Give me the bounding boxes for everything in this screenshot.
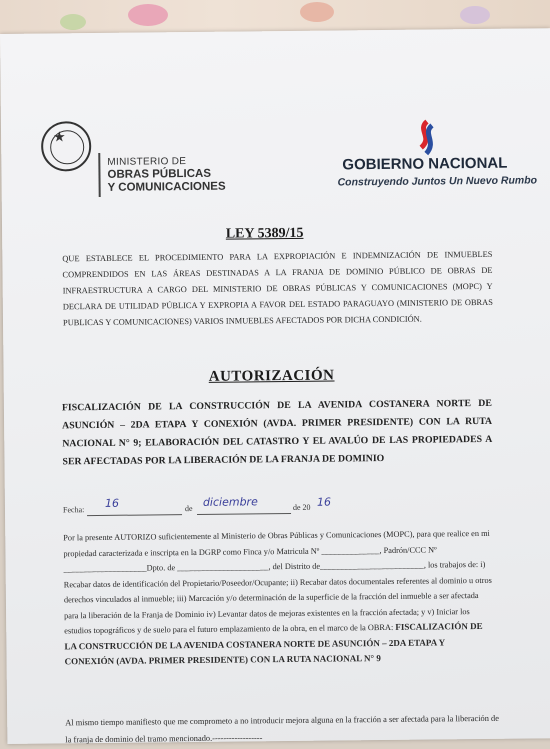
ministry-logo-text — [107, 155, 225, 195]
flower-decoration — [60, 14, 86, 30]
date-connector: de — [184, 504, 193, 514]
coat-of-arms-seal — [41, 121, 92, 172]
law-description: QUE ESTABLECE EL PROCEDIMIENTO PARA LA EXPROPIACIÓN E INDEMNIZACIÓN DE INMUEBLES COMPRENDIDOS EN LAS ÁREAS DESTINADAS A LA FRANJA DE DOMINIO PÚBLICO DE OBRAS DE INFRAESTRUCTURA A CARGO DEL MINISTERIO DE OBRAS PÚBLICAS Y COMUNICACIONES (MOPC) Y DECLARA DE UTILIDAD PÚBLICA Y EXPROPIA A FAVOR DEL ESTADO PARAGUAYO (MINISTERIO DE OBRAS PUBLICAS Y COMUNICACIONES) VARIOS INMUEBLES AFECTADOS POR DICHA CONDICIÓN. — [62, 249, 493, 328]
flower-decoration — [128, 4, 168, 26]
month-handwritten: diciembre — [202, 495, 258, 509]
year-prefix: de 20 — [292, 502, 311, 512]
law-title: LEY 5389/15 — [225, 225, 304, 242]
date-row — [62, 495, 363, 515]
month-field-line[interactable] — [197, 513, 291, 515]
ministry-line3: Y COMUNICACIONES — [107, 180, 226, 194]
ministry-divider — [98, 153, 100, 197]
government-name: GOBIERNO NACIONAL — [342, 154, 508, 174]
authorization-body — [63, 526, 494, 670]
flower-decoration — [460, 6, 490, 24]
document-page — [0, 28, 550, 744]
body-paragraph: Por la presente AUTORIZO suficientemente al Ministerio de Obras Públicas y Comunicaciones (MOPC), para que realice en mi propiedad caracterizada e inscripta en la DGRP como Finca y/o Matricula Nº ______________, Padrón/CCC Nº ____________________Dpto. de ______________________, del Distrito de_________________________, los trabajos de: i) Recabar datos de identificación del Propietario/Poseedor/Ocupante; ii) Recabar datos documentales referentes al dominio u otros derechos vinculados al inmueble; iii) Marcación y/o determinación de la superficie de la fracción del inmueble a ser afectada para la liberación de la Franja de Dominio iv) Levantar datos de mejoras existentes en la fracción afectada; y v) Iniciar los estudios topográficos y de suelo para el futuro emplazamiento de la obra, en el marco de la OBRA: — [63, 528, 492, 636]
day-handwritten: 16 — [104, 496, 119, 510]
obra-title: FISCALIZACIÓN DE LA CONSTRUCCIÓN DE LA AVENIDA COSTANERA NORTE DE ASUNCIÓN – 2DA ETAPA Y CONEXIÓN (AVDA. PRIMER PRESIDENTE) CON LA RUTA NACIONAL N° 9 — [64, 620, 483, 667]
ministry-line2: OBRAS PÚBLICAS — [107, 167, 212, 181]
project-description: FISCALIZACIÓN DE LA CONSTRUCCIÓN DE LA AVENIDA COSTANERA NORTE DE ASUNCIÓN – 2DA ETAPA Y CONEXIÓN (AVDA. PRIMER PRESIDENTE) CON LA RUTA NACIONAL N° 9; ELABORACIÓN DEL CATASTRO Y EL AVALÚO DE LAS PROPIEDADES A SER AFECTADAS POR LA LIBERACIÓN DE LA FRANJA DE DOMINIO — [61, 397, 493, 468]
year-handwritten: 16 — [316, 495, 331, 509]
flower-decoration — [300, 2, 334, 22]
day-field-line[interactable] — [87, 514, 182, 516]
ministry-line1: MINISTERIO DE — [107, 156, 187, 168]
star-icon: ★ — [53, 130, 66, 146]
date-label: Fecha: — [62, 505, 85, 515]
closing-statement: Al mismo tiempo manifiesto que me comprometo a no introducir mejora alguna en la fracción a ser afectada para la liberación de la franja de dominio del tramo mencionado.------------------ — [65, 713, 499, 744]
authorization-title: AUTORIZACIÓN — [208, 367, 335, 385]
government-slogan: Construyendo Juntos Un Nuevo Rumbo — [337, 174, 538, 189]
